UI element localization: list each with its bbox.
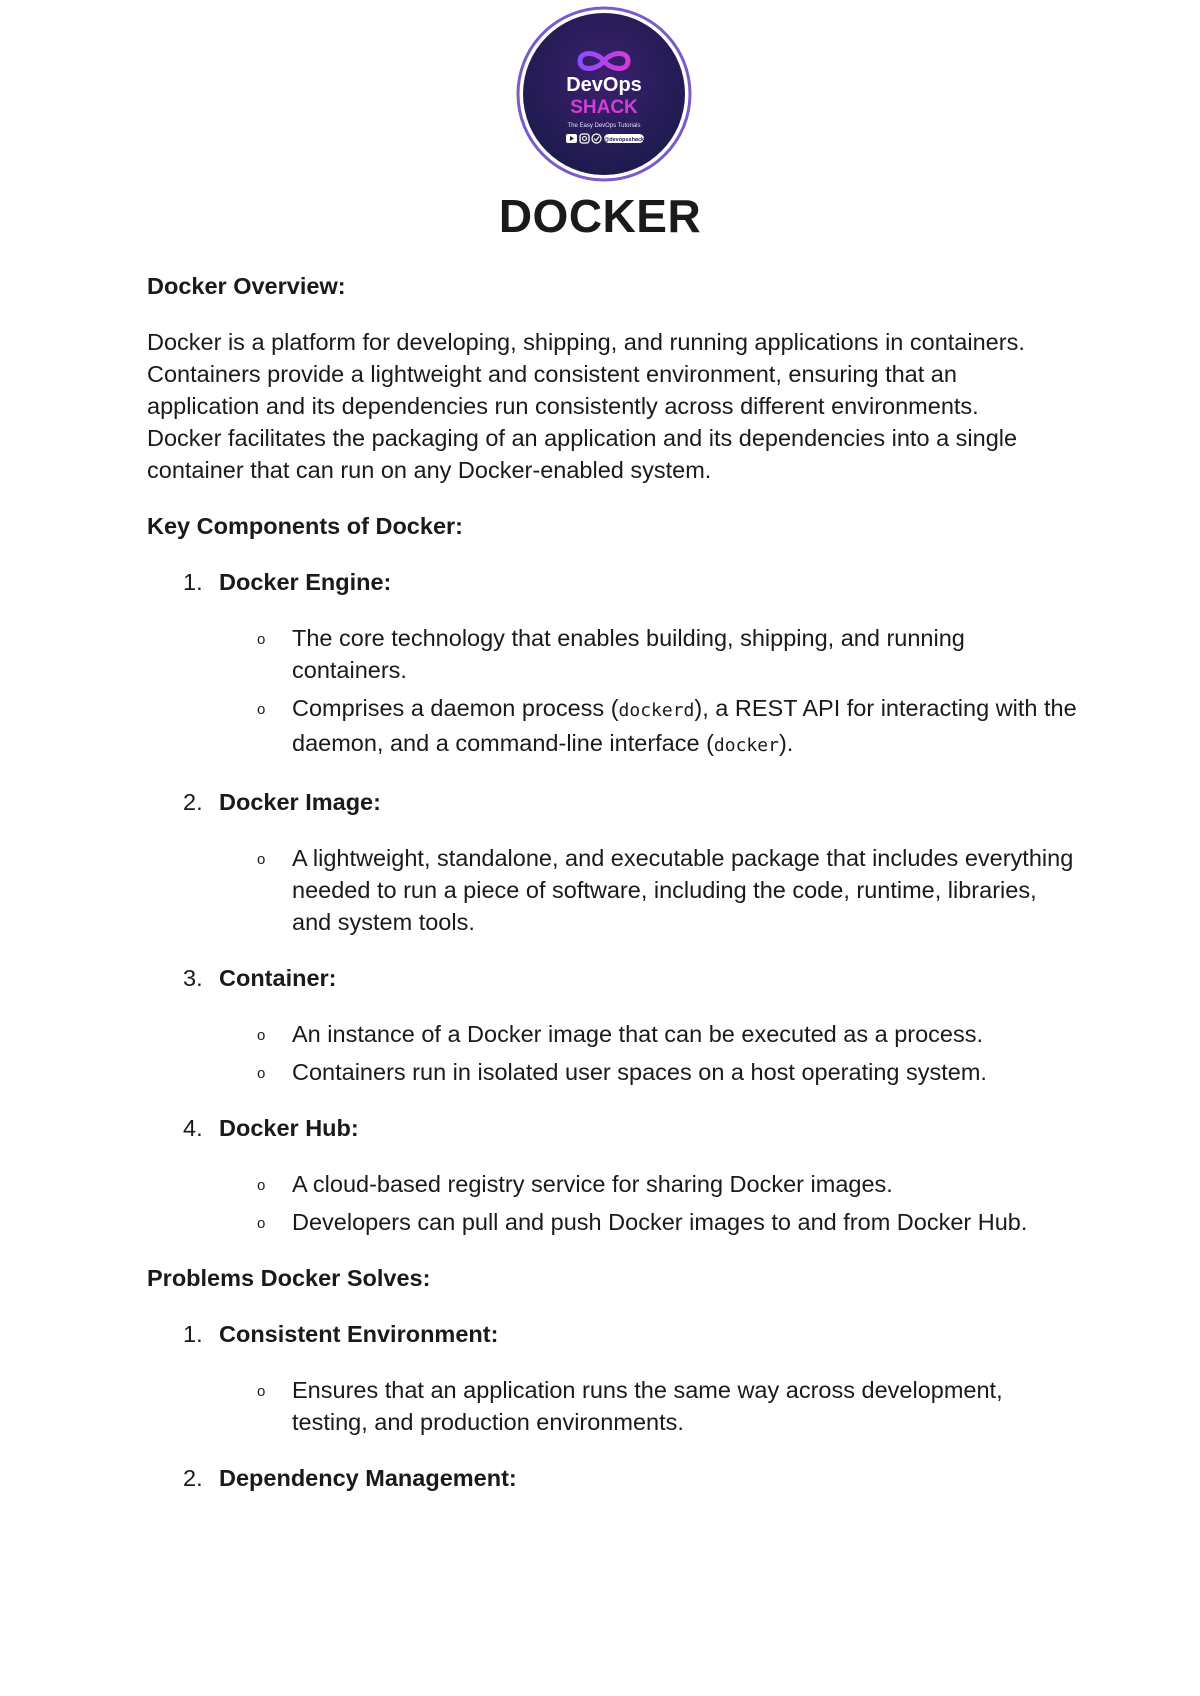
logo-brand-top: DevOps (566, 74, 642, 96)
overview-line: Containers provide a lightweight and consistent environment, ensuring that an (147, 361, 957, 387)
list-number: 2. (183, 789, 203, 815)
list-item (147, 1318, 1077, 1350)
overview-heading: Docker Overview: (147, 273, 346, 299)
list-item (147, 1462, 1077, 1494)
sub-list-item: o Comprises a daemon process (dockerd), a REST API for interacting with the daemon, and a command-line interface (docker). (147, 692, 1077, 762)
sub-list (147, 842, 1077, 938)
circle-bullet-icon: o (257, 1383, 266, 1400)
sub-list-item: o A cloud-based registry service for sharing Docker images. (147, 1168, 1077, 1200)
inline-code: dockerd (618, 700, 695, 721)
list-number: 4. (183, 1115, 203, 1141)
circle-bullet-icon: o (257, 1215, 266, 1232)
circle-bullet-icon: o (257, 1065, 266, 1082)
sub-list-item: o Ensures that an application runs the same way across development, testing, and production environments. (147, 1374, 1077, 1438)
list-number: 1. (183, 569, 203, 595)
document-body (147, 270, 1077, 1518)
list-item-title: Consistent Environment: (219, 1321, 499, 1347)
components-heading: Key Components of Docker: (147, 513, 463, 539)
sub-list-item: o Containers run in isolated user spaces on a host operating system. (147, 1056, 1077, 1088)
sub-list-item: o An instance of a Docker image that can be executed as a process. (147, 1018, 1077, 1050)
sub-list (147, 1374, 1077, 1438)
inline-code: docker (713, 735, 779, 756)
overview-paragraph (147, 326, 1077, 486)
overview-line: Docker is a platform for developing, shipping, and running applications in containers. (147, 329, 1025, 355)
overview-line: application and its dependencies run consistently across different environments. (147, 393, 979, 419)
devops-shack-logo (516, 6, 692, 182)
circle-bullet-icon: o (257, 1177, 266, 1194)
circle-bullet-icon: o (257, 851, 266, 868)
list-item-title: Docker Image: (219, 789, 381, 815)
sub-list-item: o The core technology that enables building, shipping, and running containers. (147, 622, 1077, 686)
list-item-title: Dependency Management: (219, 1465, 517, 1491)
overview-line: Docker facilitates the packaging of an application and its dependencies into a single (147, 425, 1018, 451)
list-item-title: Docker Engine: (219, 569, 392, 595)
list-item (147, 962, 1077, 994)
list-number: 2. (183, 1465, 203, 1491)
logo-brand-bottom: SHACK (570, 97, 638, 118)
circle-bullet-icon: o (257, 631, 266, 648)
circle-bullet-icon: o (257, 1027, 266, 1044)
sub-list (147, 1168, 1077, 1238)
page-title: DOCKER (498, 190, 702, 242)
logo-handle: @devopsshack (603, 137, 645, 143)
logo-badge-icon (516, 6, 692, 182)
logo-tagline: The Easy DevOps Tutorials (567, 123, 641, 129)
sub-list (147, 622, 1077, 762)
list-number: 1. (183, 1321, 203, 1347)
list-item-title: Container: (219, 965, 337, 991)
sub-list-item: o A lightweight, standalone, and executable package that includes everything needed to run a piece of software, including the code, runtime, libraries, and system tools. (147, 842, 1077, 938)
list-item (147, 786, 1077, 818)
overview-line: container that can run on any Docker-enabled system. (147, 457, 712, 483)
list-number: 3. (183, 965, 203, 991)
sub-list (147, 1018, 1077, 1088)
list-item (147, 1112, 1077, 1144)
problems-heading: Problems Docker Solves: (147, 1265, 431, 1291)
list-item-title: Docker Hub: (219, 1115, 359, 1141)
list-item (147, 566, 1077, 598)
circle-bullet-icon: o (257, 701, 266, 718)
sub-list-item: o Developers can pull and push Docker images to and from Docker Hub. (147, 1206, 1077, 1238)
